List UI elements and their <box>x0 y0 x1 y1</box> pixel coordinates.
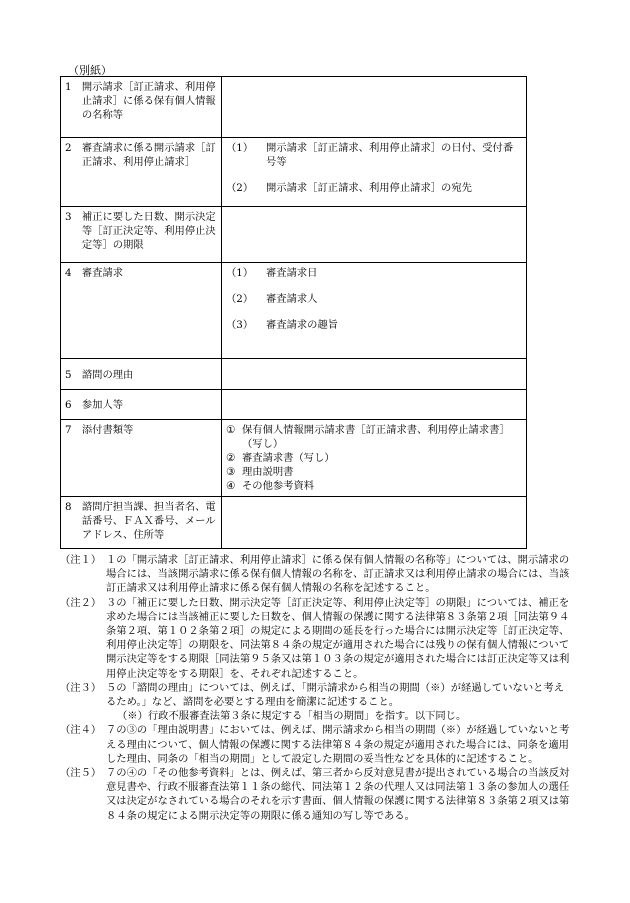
item-number: （2） <box>226 182 254 194</box>
row-label: 審査請求 <box>81 267 124 279</box>
item-number: （3） <box>226 319 254 331</box>
table-row <box>61 420 527 497</box>
row-5-title <box>61 359 222 390</box>
form-table <box>60 76 527 549</box>
attachment-text: 審査請求書（写し） <box>242 452 335 464</box>
row-label: 審査請求に係る開示請求［訂正請求、利用停止請求］ <box>81 142 216 168</box>
item-text: 審査請求日 <box>266 267 318 279</box>
row-4-content <box>222 263 527 359</box>
notes-section <box>60 553 570 823</box>
row-3-title <box>61 207 222 263</box>
table-row <box>61 207 527 263</box>
note-4 <box>60 723 570 766</box>
row-number: 3 <box>65 211 72 223</box>
item-text: 開示請求［訂正請求、利用停止請求］の宛先 <box>266 182 472 194</box>
table-row <box>61 263 527 359</box>
note-label: （注３） <box>60 681 102 694</box>
table-row <box>61 138 527 207</box>
item-number: （2） <box>226 293 254 305</box>
attachment-number: ② <box>226 452 236 464</box>
attachment-text: その他参考資料 <box>242 480 315 492</box>
note-text: ５の「諮問の理由」については、例えば、「開示請求から相当の期間（※）が経過していないと考えるため。」など、諮問を必要とする理由を簡潔に記述すること。 <box>106 681 565 709</box>
table-row <box>61 497 527 549</box>
attachment-number: ③ <box>226 466 236 478</box>
row-5-content <box>222 359 527 390</box>
row-7-title <box>61 420 222 497</box>
attachment-label: （別紙） <box>68 64 112 77</box>
row-8-content <box>222 497 527 549</box>
row-6-content <box>222 390 527 420</box>
row-number: 1 <box>65 81 72 93</box>
row-number: 8 <box>65 501 72 513</box>
item-number: （1） <box>226 142 254 154</box>
row-label: 諮問庁担当課、担当者名、電話番号、ＦＡＸ番号、メールアドレス、住所等 <box>81 501 216 541</box>
note-text: ７の④の「その他参考資料」とは、例えば、第三者から反対意見書が提出されている場合の当該反対意見書や、行政不服審査法第１１条の総代、同法第１２条の代理人又は同法第１３条の参加人の選任又は決定がなされている場合のそれを示す書面、個人情報の保護に関する法律第８３条第２項又は第８４条の規定による開示決定等の期限に係る通知の写し等である。 <box>106 767 570 822</box>
note-text: １の「開示請求［訂正請求、利用停止請求］に係る保有個人情報の名称等」については、開示請求の場合には、当該開示請求に係る保有個人情報の名称を、訂正請求又は利用停止請求の場合には、当該訂正請求又は利用停止請求に係る保有個人情報の名称を記述すること。 <box>106 554 570 595</box>
row-label: 参加人等 <box>81 399 124 411</box>
row-number: 6 <box>65 399 72 411</box>
note-text: ３の「補正に要した日数、開示決定等［訂正決定等、利用停止決定等］の期限」については、補正を求めた場合には当該補正に要した日数を、個人情報の保護に関する法律第８３条第２項［同法第９４条第２項、第１０２条第２項］の規定による期間の延長を行った場合には開示決定等［訂正決定等、利用停止決定等］の期限を、同法第８４条の規定が適用された場合には残りの保有個人情報について開示決定等をする期限［同法第９５条又は第１０３条の規定が適用された場合には訂正決定等又は利用停止決定等をする期限］を、それぞれ記述すること。 <box>106 596 570 680</box>
row-1-title <box>61 77 222 138</box>
attachment-text: 理由説明書 <box>242 466 294 478</box>
row-2-title <box>61 138 222 207</box>
note-1 <box>60 553 570 596</box>
table-row <box>61 77 527 138</box>
row-4-title <box>61 263 222 359</box>
row-label: 添付書類等 <box>81 424 134 436</box>
item-text: 開示請求［訂正請求、利用停止請求］の日付、受付番号等 <box>266 142 514 168</box>
item-number: （1） <box>226 267 254 279</box>
table-row <box>61 359 527 390</box>
table-row <box>61 390 527 420</box>
note-label: （注１） <box>60 554 102 566</box>
row-3-content <box>222 207 527 263</box>
attachment-number: ④ <box>226 480 236 492</box>
attachment-number: ① <box>226 424 236 436</box>
note-5 <box>60 766 570 823</box>
row-label: 諮問の理由 <box>81 368 134 381</box>
note-label: （注５） <box>60 767 102 780</box>
item-text: 審査請求の趣旨 <box>266 319 339 331</box>
note-label: （注４） <box>60 724 102 737</box>
row-label: 開示請求［訂正請求、利用停止請求］に係る保有個人情報の名称等 <box>81 81 216 121</box>
note-2 <box>60 596 570 681</box>
note-3 <box>60 681 570 709</box>
row-2-content <box>222 138 527 207</box>
row-number: 4 <box>65 267 72 279</box>
row-8-title <box>61 497 222 549</box>
row-label: 補正に要した日数、開示決定等［訂正決定等、利用停止決定等］の期限 <box>81 211 216 251</box>
item-text: 審査請求人 <box>266 293 318 305</box>
row-number: 5 <box>65 368 72 381</box>
note-text: ７の③の「理由説明書」においては、例えば、開示請求から相当の期間（※）が経過していないと考える理由について、個人情報の保護に関する法律第８４条の規定が適用された場合には、同条を適用した理由、同条の「相当の期間」として設定した期間の妥当性などを具体的に記述すること。 <box>106 724 570 765</box>
row-6-title <box>61 390 222 420</box>
row-1-content <box>222 77 527 138</box>
attachment-text: 保有個人情報開示請求書［訂正請求書、利用停止請求書］（写し） <box>242 424 510 450</box>
row-7-content <box>222 420 527 497</box>
note-3-footnote: （※）行政不服審査法第３条に規定する「相当の期間」を指す。以下同じ。 <box>117 710 467 723</box>
row-number: 7 <box>65 424 72 436</box>
note-label: （注２） <box>60 596 102 609</box>
row-number: 2 <box>65 142 72 154</box>
